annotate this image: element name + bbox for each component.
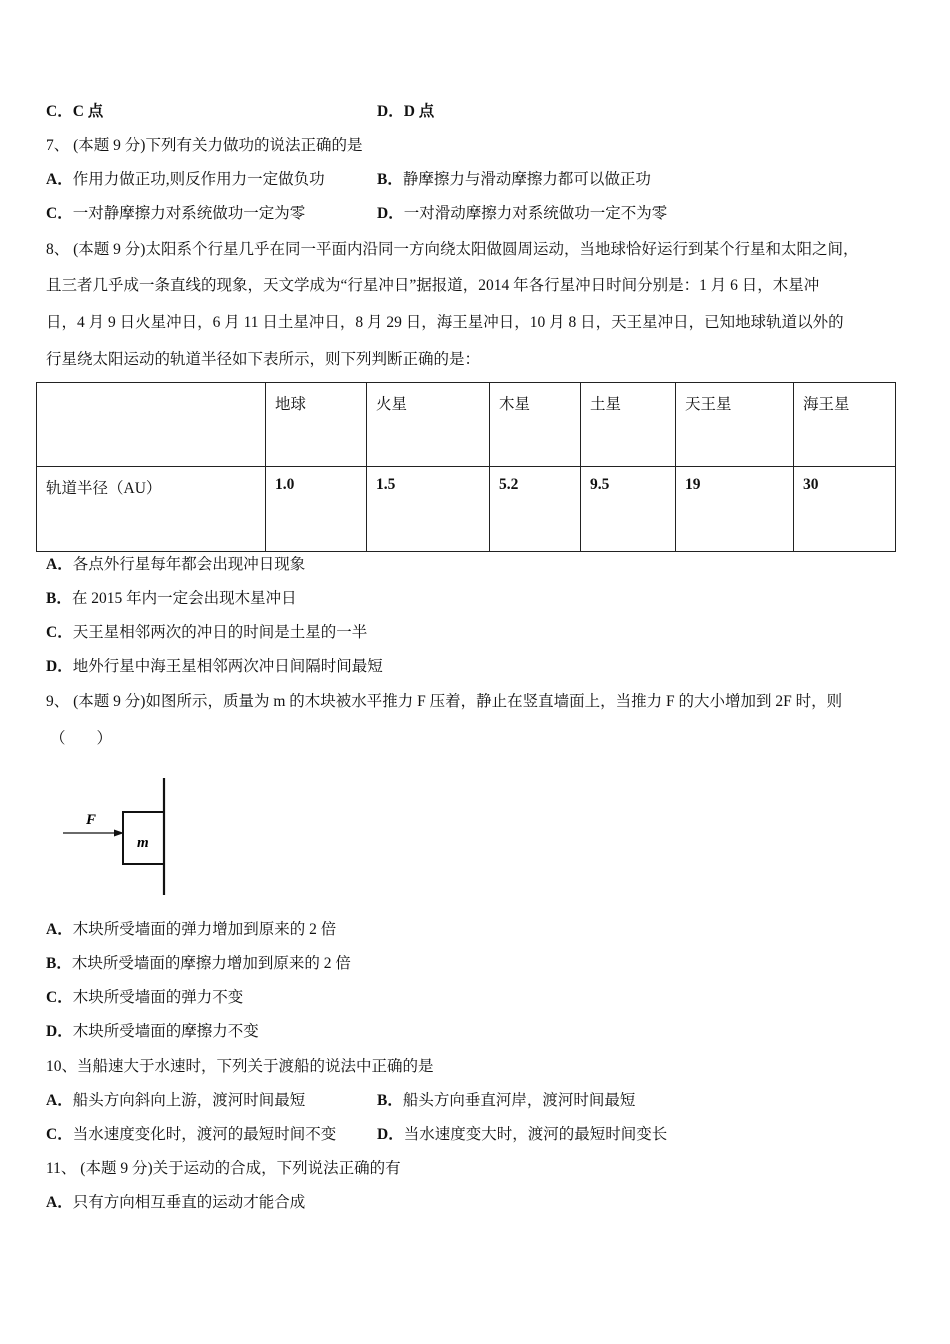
q9-option-d bbox=[46, 1022, 259, 1042]
q7-option-b bbox=[377, 170, 651, 190]
option-label: A． bbox=[46, 921, 73, 938]
table-header-row bbox=[37, 383, 896, 467]
table-header-cell: 火星 bbox=[367, 383, 490, 467]
option-label: C． bbox=[46, 989, 73, 1006]
option-label: B． bbox=[377, 1092, 403, 1109]
q8-option-d bbox=[46, 657, 383, 677]
table-cell: 5.2 bbox=[490, 467, 581, 552]
mass-label: m bbox=[137, 835, 149, 851]
table-header-cell bbox=[37, 383, 266, 467]
option-text: 木块所受墙面的弹力增加到原来的 2 倍 bbox=[72, 921, 337, 938]
table-cell: 9.5 bbox=[581, 467, 676, 552]
q8-option-a bbox=[46, 555, 305, 575]
option-label: B． bbox=[46, 955, 72, 972]
q7-stem: 7、 (本题 9 分)下列有关力做功的说法正确的是 bbox=[46, 137, 363, 154]
table-header-cell: 土星 bbox=[581, 383, 676, 467]
table-cell: 30 bbox=[794, 467, 896, 552]
table-header-cell: 海王星 bbox=[794, 383, 896, 467]
option-label: C． bbox=[46, 624, 73, 641]
q10-option-a bbox=[46, 1091, 305, 1111]
option-d-prev bbox=[377, 102, 434, 122]
option-text: 地外行星中海王星相邻两次冲日间隔时间最短 bbox=[72, 658, 383, 675]
option-text: 木块所受墙面的弹力不变 bbox=[72, 989, 244, 1006]
table-cell: 1.0 bbox=[266, 467, 367, 552]
q9-option-c bbox=[46, 988, 243, 1008]
option-text: 木块所受墙面的摩擦力不变 bbox=[72, 1023, 259, 1040]
option-text: 静摩擦力与滑动摩擦力都可以做正功 bbox=[402, 171, 651, 188]
option-text: 一对静摩擦力对系统做功一定为零 bbox=[72, 205, 306, 222]
q8-stem-line-1: 8、 (本题 9 分)太阳系个行星几乎在同一平面内沿同一方向绕太阳做圆周运动，当地球恰好运行到某个行星和太阳之间， bbox=[46, 241, 859, 258]
table-header-cell: 木星 bbox=[490, 383, 581, 467]
q9-stem-line-1: 9、 (本题 9 分)如图所示，质量为 m 的木块被水平推力 F 压着，静止在竖直墙面上，当推力 F 的大小增加到 2F 时，则 bbox=[46, 693, 843, 710]
q7-option-a bbox=[46, 170, 325, 190]
option-label: D． bbox=[46, 1023, 73, 1040]
q11-option-a bbox=[46, 1193, 305, 1213]
orbit-radius-table bbox=[36, 382, 896, 552]
q8-option-b bbox=[46, 589, 297, 609]
table-cell: 19 bbox=[676, 467, 794, 552]
option-label: A． bbox=[46, 1092, 73, 1109]
block-wall-force-diagram bbox=[58, 775, 178, 900]
option-text: 天王星相邻两次的冲日的时间是土星的一半 bbox=[72, 624, 368, 641]
q8-option-c bbox=[46, 623, 367, 643]
option-text: 各点外行星每年都会出现冲日现象 bbox=[72, 556, 306, 573]
option-label: A． bbox=[46, 1194, 73, 1211]
option-label: D． bbox=[377, 103, 404, 120]
option-label: B． bbox=[377, 171, 403, 188]
force-label: F bbox=[86, 812, 97, 828]
option-text: D 点 bbox=[403, 103, 435, 120]
option-text: 木块所受墙面的摩擦力增加到原来的 2 倍 bbox=[71, 955, 351, 972]
option-label: C． bbox=[46, 1126, 73, 1143]
option-label: C． bbox=[46, 205, 73, 222]
option-text: 当水速度变大时，渡河的最短时间变长 bbox=[403, 1126, 668, 1143]
q11-stem: 11、 (本题 9 分)关于运动的合成，下列说法正确的有 bbox=[46, 1160, 401, 1177]
option-text: C 点 bbox=[72, 103, 104, 120]
table-header-cell: 地球 bbox=[266, 383, 367, 467]
option-text: 船头方向垂直河岸，渡河时间最短 bbox=[402, 1092, 636, 1109]
q9-option-a bbox=[46, 920, 336, 940]
option-text: 一对滑动摩擦力对系统做功一定不为零 bbox=[403, 205, 668, 222]
q9-option-b bbox=[46, 954, 351, 974]
table-cell: 1.5 bbox=[367, 467, 490, 552]
q10-option-b bbox=[377, 1091, 635, 1111]
option-label: D． bbox=[377, 205, 404, 222]
option-c-prev bbox=[46, 102, 103, 122]
option-text: 船头方向斜向上游，渡河时间最短 bbox=[72, 1092, 306, 1109]
q7-option-d bbox=[377, 204, 667, 224]
option-label: A． bbox=[46, 556, 73, 573]
option-label: C． bbox=[46, 103, 73, 120]
q10-option-c bbox=[46, 1125, 336, 1145]
q7-option-c bbox=[46, 204, 305, 224]
option-text: 当水速度变化时，渡河的最短时间不变 bbox=[72, 1126, 337, 1143]
q8-stem-line-3: 日，4 月 9 日火星冲日，6 月 11 日土星冲日，8 月 29 日，海王星冲日，10 月 8 日，天王星冲日，已知地球轨道以外的 bbox=[46, 314, 844, 331]
table-header-cell: 天王星 bbox=[676, 383, 794, 467]
option-text: 在 2015 年内一定会出现木星冲日 bbox=[71, 590, 297, 607]
option-label: D． bbox=[377, 1126, 404, 1143]
option-text: 作用力做正功,则反作用力一定做负功 bbox=[72, 171, 325, 188]
q10-stem: 10、当船速大于水速时，下列关于渡船的说法中正确的是 bbox=[46, 1058, 434, 1075]
option-label: B． bbox=[46, 590, 72, 607]
option-text: 只有方向相互垂直的运动才能合成 bbox=[72, 1194, 306, 1211]
q8-stem-line-4: 行星绕太阳运动的轨道半径如下表所示，则下列判断正确的是： bbox=[46, 351, 481, 368]
table-row-label: 轨道半径（AU） bbox=[37, 467, 266, 552]
q9-answer-blank: （ ） bbox=[50, 730, 113, 747]
table-row bbox=[37, 467, 896, 552]
option-label: D． bbox=[46, 658, 73, 675]
option-label: A． bbox=[46, 171, 73, 188]
q8-stem-line-2: 且三者几乎成一条直线的现象，天文学成为“行星冲日”据报道，2014 年各行星冲日时间分别是：1 月 6 日，木星冲 bbox=[46, 277, 820, 294]
q10-option-d bbox=[377, 1125, 667, 1145]
